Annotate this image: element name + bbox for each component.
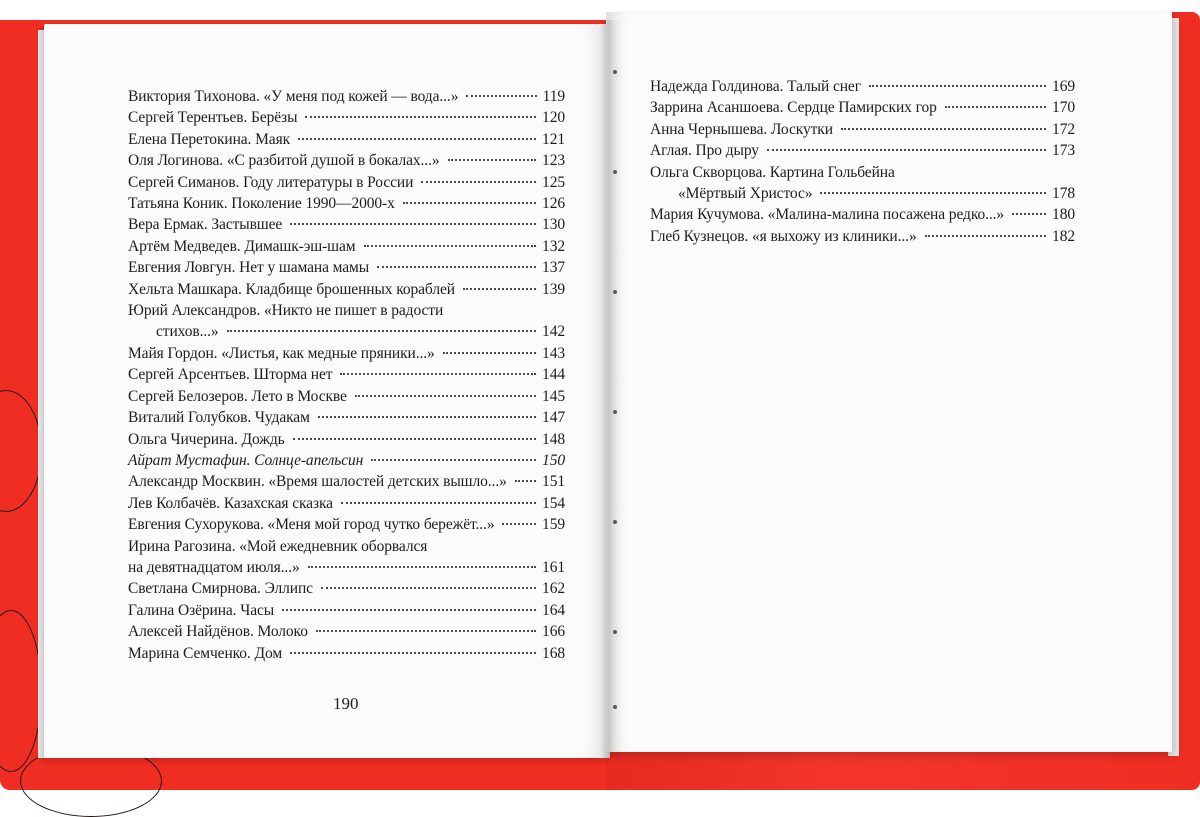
binding-stitch (613, 705, 617, 709)
toc-entry-title: на девятнадцатом июля...» (128, 558, 300, 576)
toc-entry (128, 129, 565, 150)
toc-entry-page: 132 (542, 237, 565, 255)
toc-entry-page: 123 (542, 152, 565, 170)
toc-entry (128, 107, 565, 128)
dot-leader (355, 395, 536, 397)
toc-entry (128, 214, 565, 235)
toc-entry (128, 621, 565, 642)
toc-entry-page: 139 (542, 280, 565, 298)
toc-entry (128, 514, 565, 535)
toc-entry-page: 143 (542, 344, 565, 362)
toc-entry-page: 137 (542, 259, 565, 277)
toc-entry-page: 130 (542, 216, 565, 234)
toc-entry-page: 162 (542, 580, 565, 598)
toc-entry-page: 126 (542, 195, 565, 213)
toc-entry-page: 169 (1052, 78, 1075, 95)
toc-entry-title: Оля Логинова. «С разбитой душой в бокалах...» (128, 152, 440, 170)
toc-entry-page: 150 (542, 451, 565, 469)
toc-entry-page: 147 (542, 409, 565, 427)
book-gutter (600, 20, 622, 758)
toc-entry-page: 121 (542, 130, 565, 148)
toc-entry (128, 364, 565, 385)
toc-entry-title: Евгения Сухорукова. «Меня мой город чутко бережёт...» (128, 516, 495, 534)
toc-entry-title: Евгения Ловгун. Нет у шамана мамы (128, 259, 370, 277)
toc-entry-title: Сергей Симанов. Году литературы в России (128, 173, 414, 191)
binding-stitch (613, 290, 617, 294)
dot-leader (463, 288, 536, 290)
dot-leader (364, 245, 537, 247)
toc-entry (128, 236, 565, 257)
dot-leader (841, 128, 1046, 130)
toc-entry (128, 321, 565, 342)
dot-leader (820, 192, 1046, 194)
dot-leader (290, 223, 536, 225)
toc-entry-page: 164 (542, 601, 565, 619)
binding-stitch (613, 520, 617, 524)
toc-entry (650, 119, 1075, 140)
toc-entry-page: 148 (542, 430, 565, 448)
toc-entry-title: Артём Медведев. Димашк-эш-шам (128, 237, 356, 255)
toc-entry-title: Татьяна Коник. Поколение 1990—2000-х (128, 195, 395, 213)
toc-entry (128, 386, 565, 407)
toc-entry-page: 159 (542, 516, 565, 534)
toc-entry-page: 168 (542, 644, 565, 662)
toc-entry-title: Елена Перетокина. Маяк (128, 130, 291, 148)
toc-entry-title: Аглая. Про дыру (650, 142, 759, 160)
toc-entry-page: 142 (542, 323, 565, 341)
toc-entry (128, 86, 565, 107)
toc-entry (128, 279, 565, 300)
toc-entry-title: Мария Кучумова. «Малина-малина посажена редко...» (650, 206, 1005, 224)
toc-entry (128, 578, 565, 599)
dot-leader (377, 266, 536, 268)
dot-leader (298, 138, 536, 140)
dot-leader (321, 587, 536, 589)
toc-entry (128, 429, 565, 450)
toc-entry-title: Глеб Кузнецов. «я выхожу из клиники...» (650, 227, 917, 245)
toc-entry-title: Сергей Белозеров. Лето в Москве (128, 387, 347, 405)
toc-entry-title: Светлана Смирнова. Эллипс (128, 580, 313, 598)
dot-leader (515, 480, 536, 482)
toc-entry-title: стихов...» (156, 323, 219, 341)
toc-entry-page: 151 (542, 473, 565, 491)
toc-entry-page: 120 (542, 109, 565, 127)
toc-entry-title: Александр Москвин. «Время шалостей детских вышло...» (128, 473, 507, 491)
table-of-contents-left (128, 86, 565, 664)
toc-entry (128, 471, 565, 492)
toc-entry (650, 76, 1075, 97)
dot-leader (421, 181, 536, 183)
binding-stitch (613, 630, 617, 634)
toc-entry (650, 162, 1075, 183)
table-of-contents-right (650, 76, 1075, 247)
toc-entry (128, 407, 565, 428)
toc-entry-page: 119 (542, 88, 565, 105)
dot-leader (282, 609, 536, 611)
dot-leader (869, 85, 1046, 87)
toc-entry-title: Айрат Мустафин. Солнце-апельсин (128, 451, 364, 469)
binding-stitch (613, 70, 617, 74)
dot-leader (767, 149, 1046, 151)
dot-leader (308, 566, 536, 568)
toc-entry (650, 97, 1075, 118)
toc-entry-page: 180 (1052, 206, 1075, 224)
toc-entry (128, 536, 565, 557)
dot-leader (502, 523, 536, 525)
dot-leader (341, 502, 536, 504)
toc-entry (128, 300, 565, 321)
binding-stitch (613, 410, 617, 414)
binding-stitch (613, 170, 617, 174)
toc-entry-title: Хельта Машкара. Кладбище брошенных кораблей (128, 280, 455, 298)
toc-entry-page: 161 (542, 558, 565, 576)
toc-entry (128, 257, 565, 278)
toc-entry (128, 643, 565, 664)
toc-entry-title: Надежда Голдинова. Талый снег (650, 78, 861, 95)
toc-entry-page: 154 (542, 494, 565, 512)
toc-entry-title: Вера Ермак. Застывшее (128, 216, 283, 234)
toc-entry-title: «Мёртвый Христос» (678, 185, 813, 203)
toc-entry (128, 343, 565, 364)
dot-leader (1012, 213, 1046, 215)
toc-entry-page: 145 (542, 387, 565, 405)
dot-leader (448, 159, 537, 161)
toc-entry-title: Заррина Асаншоева. Сердце Памирских гор (650, 99, 937, 117)
toc-entry (128, 493, 565, 514)
toc-entry (128, 172, 565, 193)
toc-entry-title: Виктория Тихонова. «У меня под кожей — вода...» (128, 88, 459, 105)
toc-entry-title: Марина Семченко. Дом (128, 644, 283, 662)
toc-entry (128, 557, 565, 578)
toc-entry-title: Сергей Арсентьев. Шторма нет (128, 366, 333, 384)
toc-entry-page: 178 (1052, 185, 1075, 203)
dot-leader (227, 330, 536, 332)
dot-leader (403, 202, 536, 204)
toc-entry-page: 144 (542, 366, 565, 384)
toc-entry-title: Ольга Чичерина. Дождь (128, 430, 285, 448)
dot-leader (371, 459, 536, 461)
dot-leader (945, 106, 1046, 108)
toc-entry-page: 170 (1052, 99, 1075, 117)
dot-leader (316, 630, 536, 632)
dot-leader (305, 116, 536, 118)
page-number: 190 (333, 694, 359, 713)
toc-entry-page: 172 (1052, 120, 1075, 138)
toc-entry-title: Лев Колбачёв. Казахская сказка (128, 494, 333, 512)
toc-entry-title: Юрий Александров. «Никто не пишет в радости (128, 302, 444, 320)
toc-entry-title: Алексей Найдёнов. Молоко (128, 623, 308, 641)
toc-entry-page: 166 (542, 623, 565, 641)
toc-entry (650, 183, 1075, 204)
dot-leader (340, 373, 536, 375)
toc-entry-title: Майя Гордон. «Листья, как медные пряники...» (128, 344, 435, 362)
toc-entry (128, 150, 565, 171)
toc-entry (650, 226, 1075, 247)
toc-entry-page: 173 (1052, 142, 1075, 160)
dot-leader (290, 652, 536, 654)
toc-entry (128, 193, 565, 214)
toc-entry (650, 140, 1075, 161)
dot-leader (925, 235, 1046, 237)
dot-leader (293, 438, 536, 440)
toc-entry-title: Ольга Скворцова. Картина Гольбейна (650, 163, 895, 181)
toc-entry-title: Виталий Голубков. Чудакам (128, 409, 310, 427)
toc-entry (650, 204, 1075, 225)
toc-entry-title: Ирина Рагозина. «Мой ежедневник оборвался (128, 537, 428, 555)
toc-entry (128, 600, 565, 621)
toc-entry-page: 182 (1052, 227, 1075, 245)
dot-leader (466, 95, 536, 97)
dot-leader (443, 352, 536, 354)
toc-entry-title: Сергей Терентьев. Берёзы (128, 109, 298, 127)
toc-entry-page: 125 (542, 173, 565, 191)
toc-entry-title: Галина Озёрина. Часы (128, 601, 275, 619)
dot-leader (318, 416, 536, 418)
toc-entry (128, 450, 565, 471)
toc-entry-title: Анна Чернышева. Лоскутки (650, 120, 833, 138)
